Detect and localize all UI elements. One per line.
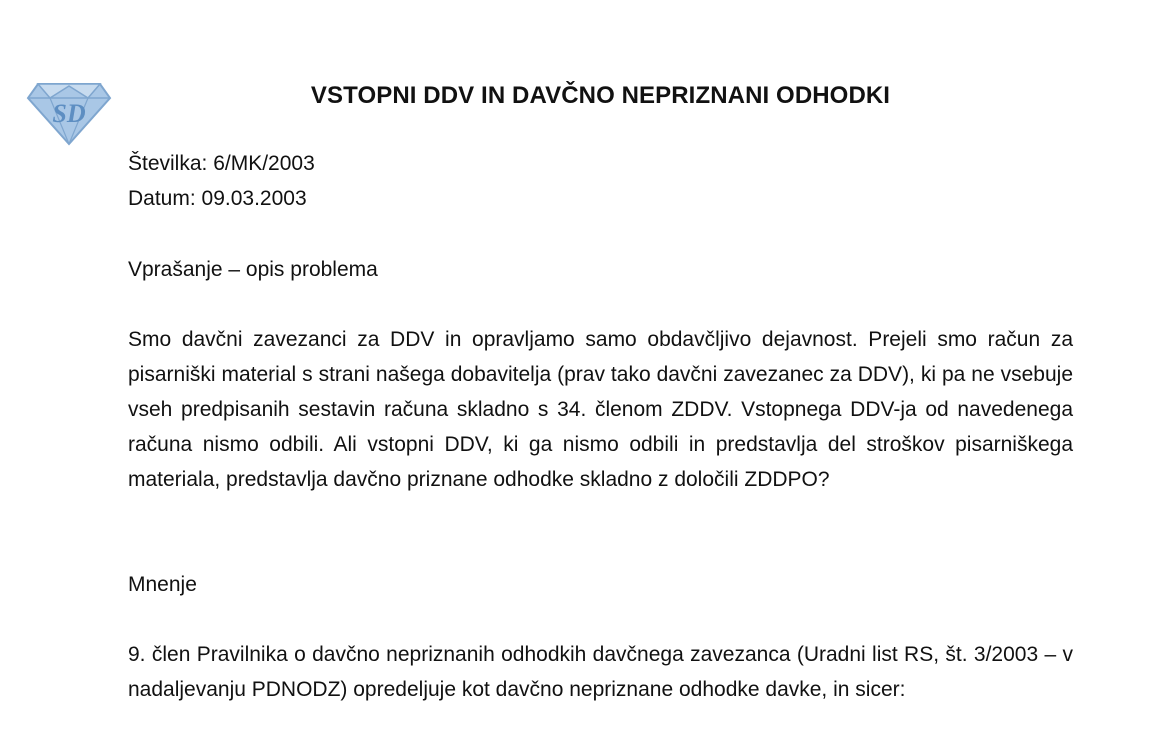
company-logo xyxy=(26,78,112,148)
document-date: Datum: 09.03.2003 xyxy=(128,187,307,210)
question-paragraph: Smo davčni zavezanci za DDV in opravljamo samo obdavčljivo dejavnost. Prejeli smo račun za pisarniški material s strani našega dobavitelja (prav tako davčni zavezanec za DDV), ki pa ne vsebuje vseh predpisanih sestavin računa skladno s 34. členom ZDDV. Vstopnega DDV-ja od navedenega računa nismo odbili. Ali vstopni DDV, ki ga nismo odbili in predstavlja del stroškov pisarniškega materiala, predstavlja davčno priznane odhodke skladno z določili ZDDPO? xyxy=(128,328,1073,491)
document-number: Številka: 6/MK/2003 xyxy=(128,152,315,175)
question-heading: Vprašanje – opis problema xyxy=(128,258,378,281)
opinion-paragraph: 9. člen Pravilnika o davčno nepriznanih odhodkih davčnega zavezanca (Uradni list RS, št. 3/2003 – v nadaljevanju PDNODZ) opredeljuje kot davčno nepriznane odhodke davke, in sicer: xyxy=(128,643,1073,701)
document-title: VSTOPNI DDV IN DAVČNO NEPRIZNANI ODHODKI xyxy=(310,82,891,109)
logo-text: SD xyxy=(52,99,86,128)
opinion-heading: Mnenje xyxy=(128,573,197,596)
diamond-logo-icon xyxy=(26,78,112,148)
